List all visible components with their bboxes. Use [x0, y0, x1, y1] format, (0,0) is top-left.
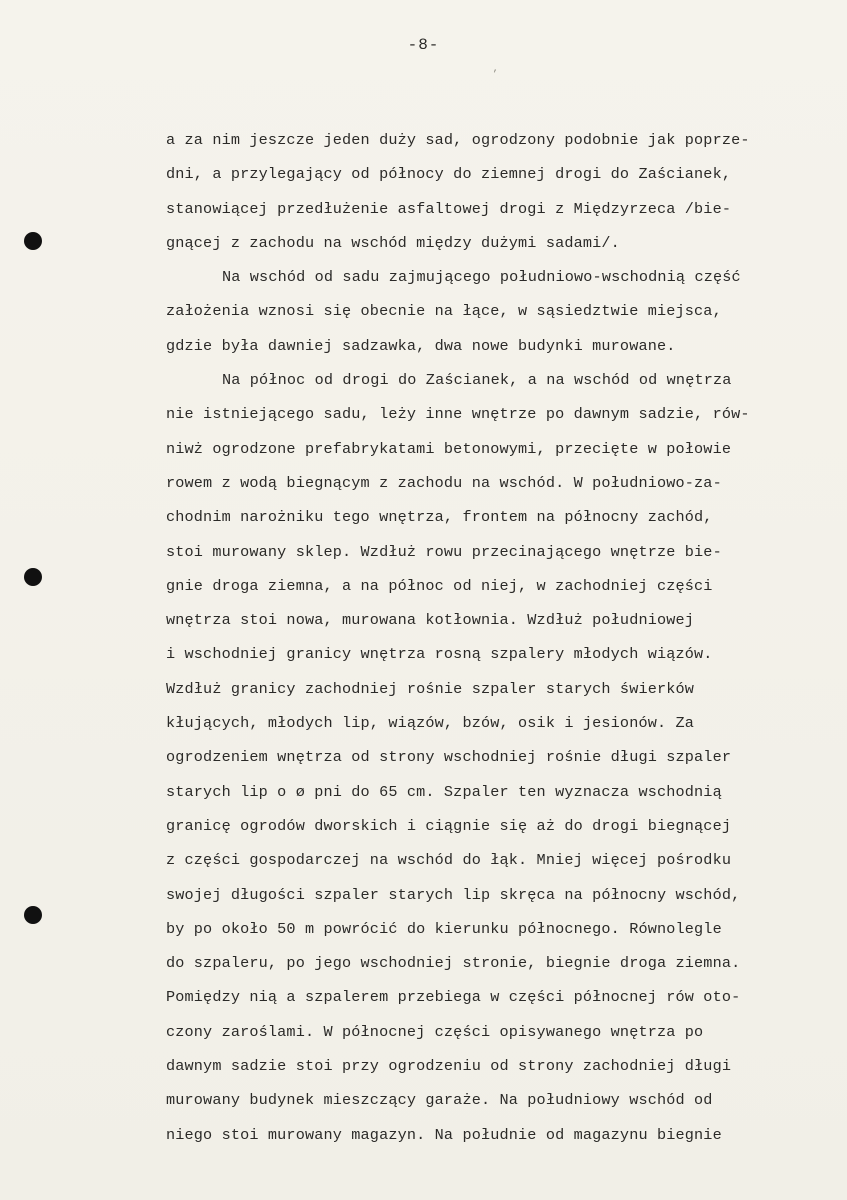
text-line: do szpaleru, po jego wschodniej stronie, biegnie droga ziemna. — [166, 954, 741, 973]
text-line: Pomiędzy nią a szpalerem przebiega w części północnej rów oto- — [166, 988, 741, 1007]
text-line: rowem z wodą biegnącym z zachodu na wschód. W południowo-za- — [166, 473, 722, 492]
text-line: założenia wznosi się obecnie na łące, w sąsiedztwie miejsca, — [166, 302, 722, 321]
body-text — [166, 123, 816, 1152]
text-line: czony zaroślami. W północnej części opisywanego wnętrza po — [166, 1022, 704, 1041]
text-line: kłujących, młodych lip, wiązów, bzów, osik i jesionów. Za — [166, 714, 695, 733]
text-line: starych lip o ø pni do 65 cm. Szpaler ten wyznacza wschodnią — [166, 782, 722, 801]
text-line: stanowiącej przedłużenie asfaltowej drogi z Międzyrzeca /bie- — [166, 199, 732, 218]
text-line: Wzdłuż granicy zachodniej rośnie szpaler starych świerków — [166, 679, 695, 698]
text-line: z części gospodarczej na wschód do łąk. Mniej więcej pośrodku — [166, 851, 732, 870]
punch-hole — [24, 232, 42, 250]
text-line: dni, a przylegający od północy do ziemnej drogi do Zaścianek, — [166, 165, 732, 184]
text-line: stoi murowany sklep. Wzdłuż rowu przecinającego wnętrze bie- — [166, 542, 722, 561]
text-line: ogrodzeniem wnętrza od strony wschodniej rośnie długi szpaler — [166, 748, 732, 767]
text-line: i wschodniej granicy wnętrza rosną szpalery młodych wiązów. — [166, 645, 713, 664]
text-line: a za nim jeszcze jeden duży sad, ogrodzony podobnie jak poprze- — [166, 131, 750, 149]
text-line: gdzie była dawniej sadzawka, dwa nowe budynki murowane. — [166, 336, 676, 355]
punch-hole — [24, 568, 42, 586]
text-line: wnętrza stoi nowa, murowana kotłownia. Wzdłuż południowej — [166, 611, 695, 630]
text-line: dawnym sadzie stoi przy ogrodzeniu od strony zachodniej długi — [166, 1057, 732, 1076]
text-line: by po około 50 m powrócić do kierunku północnego. Równolegle — [166, 919, 722, 938]
text-line: Na północ od drogi do Zaścianek, a na wschód od wnętrza — [222, 371, 732, 390]
text-line: Na wschód od sadu zajmującego południowo-wschodnią część — [222, 268, 741, 287]
text-line: murowany budynek mieszczący garaże. Na południowy wschód od — [166, 1091, 713, 1110]
text-line: gnącej z zachodu na wschód między dużymi sadami/. — [166, 233, 620, 252]
punch-hole — [24, 906, 42, 924]
page-number: -8- — [407, 36, 440, 54]
text-line: gnie droga ziemna, a na północ od niej, w zachodniej części — [166, 576, 713, 595]
text-line: nie istniejącego sadu, leży inne wnętrze po dawnym sadzie, rów- — [166, 405, 750, 424]
text-line: niego stoi murowany magazyn. Na południe od magazynu biegnie — [166, 1125, 722, 1144]
text-line: swojej długości szpaler starych lip skręca na północny wschód, — [166, 885, 741, 904]
stray-mark: ’ — [492, 70, 499, 81]
text-line: niwż ogrodzone prefabrykatami betonowymi, przecięte w połowie — [166, 439, 732, 458]
text-line: granicę ogrodów dworskich i ciągnie się aż do drogi biegnącej — [166, 816, 732, 835]
text-line: chodnim narożniku tego wnętrza, frontem na północny zachód, — [166, 508, 713, 527]
